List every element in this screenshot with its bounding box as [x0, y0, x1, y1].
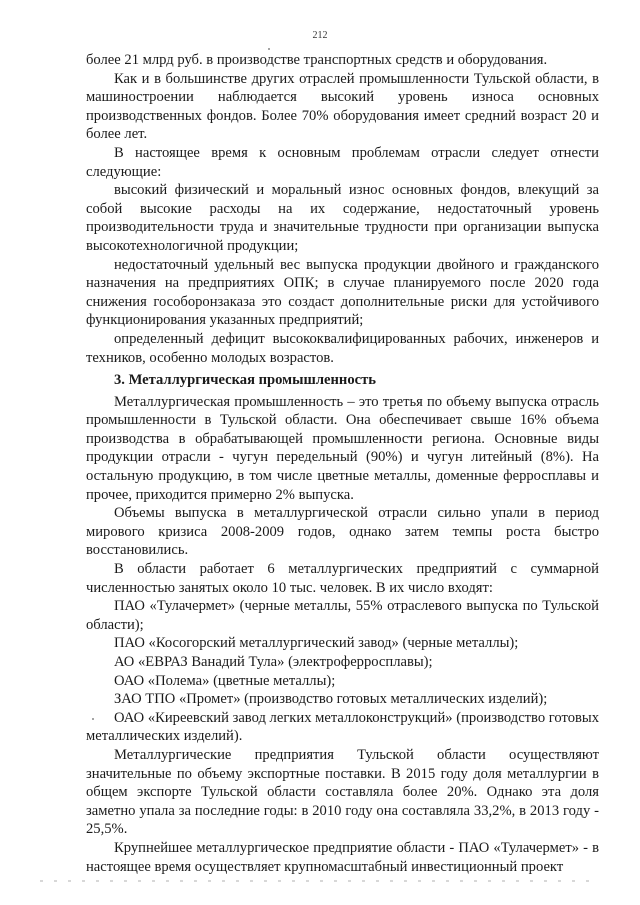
list-paragraph: определенный дефицит высококвалифицированных рабочих, инженеров и техников, особенно молодых возрастов. [86, 330, 599, 366]
paragraph: В области работает 6 металлургических предприятий с суммарной численностью занятых около 10 тыс. человек. В их число входят: [86, 561, 599, 596]
list-paragraph: ПАО «Тулачермет» (черные металлы, 55% отраслевого выпуска по Тульской области); [86, 598, 599, 633]
list-paragraph: АО «ЕВРАЗ Ванадий Тула» (электроферросплавы); [114, 654, 433, 670]
page-number: 212 [312, 30, 328, 41]
list-paragraph: ОАО «Киреевский завод легких металлоконструкций» (производство готовых металлических изделий). [86, 709, 599, 745]
scan-speck [268, 48, 270, 50]
paragraph: Как и в большинстве других отраслей промышленности Тульской области, в машиностроении наблюдается высокий уровень износа основных производственных фондов. Более 70% оборудования имеет средний возраст 20 и более лет. [86, 70, 599, 143]
list-paragraph: ОАО «Полема» (цветные металлы); [114, 672, 336, 689]
paragraph: Металлургическая промышленность – это третья по объему выпуска отрасль промышленности в Тульской области. Она обеспечивает свыше 16% объема производства в обрабатывающей промышленности региона. Основные виды продукции отрасли - чугун передельный (90%) и чугун литейный (8%). На остальную продукцию, в том числе цветные металлы, доменные ферросплавы и прочее, приходится примерно 2% выпуска. [86, 393, 599, 503]
list-paragraph: недостаточный удельный вес выпуска продукции двойного и гражданского назначения на предприятиях ОПК; в случае планируемого после 2020 года снижения гособоронзаказа это создаст дополнительные риски для устойчивого функционирования указанных предприятий; [86, 256, 599, 329]
page-content [86, 51, 599, 876]
list-paragraph: высокий физический и моральный износ основных фондов, влекущий за собой высокие расходы на их содержание, недостаточный уровень производительности труда и значительные трудности при организации выпуска высокотехнологичной продукции; [86, 182, 599, 254]
paragraph: более 21 млрд руб. в производстве транспортных средств и оборудования. [86, 52, 548, 68]
paragraph: Объемы выпуска в металлургической отрасли сильно упали в период мирового кризиса 2008-2009 годов, однако затем темпы роста быстро восстановились. [86, 505, 599, 559]
paragraph: Металлургические предприятия Тульской области осуществляют значительные по объему экспортные поставки. В 2015 году доля металлургии в общем экспорте Тульской области составляла более 20%. Однако эта доля заметно упала за последние годы: в 2010 году она составляла 33,2%, в 2013 году - 25,5%. [86, 746, 599, 838]
scan-artifact-line [40, 880, 600, 882]
scan-speck [92, 718, 94, 720]
paragraph: В настоящее время к основным проблемам отрасли следует отнести следующие: [86, 144, 599, 180]
paragraph: Крупнейшее металлургическое предприятие области - ПАО «Тулачермет» - в настоящее время осуществляет крупномасштабный инвестиционный проект [86, 839, 599, 875]
section-heading: 3. Металлургическая промышленность [114, 372, 376, 389]
list-paragraph: ЗАО ТПО «Промет» (производство готовых металлических изделий); [114, 691, 548, 708]
list-paragraph: ПАО «Косогорский металлургический завод» (черные металлы); [114, 635, 519, 652]
